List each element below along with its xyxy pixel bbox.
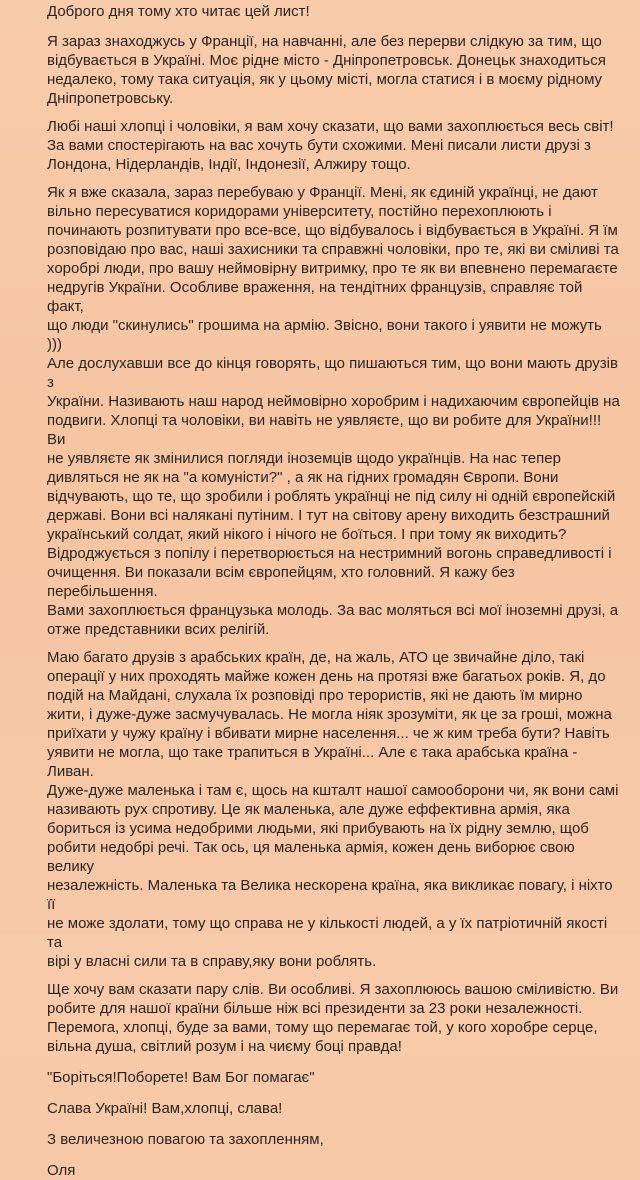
paragraph-arab-friends: Маю багато друзів з арабських країн, де, на жаль, АТО це звичайне діло, такі операції у них проходять майже кожен день на протязі вже багатьох років. Я, до подій на Майдані, слухала їх розповіді про терористів, які не дають їм мирно жити, і дуже-дуже засмучувалась. Не могла ніяк зрозуміти, як це за гроші, можна приїхати у чужу країну і вбивати мирне населення... че ж ким треба бути? Навіть уявити не могла, що таке трапиться в Україні... Але є така арабська країна - Ливан. Дуже-дуже маленька і там є, щось на кшталт нашої самооборони чи, як вони самі називають рух спротиву. Це як маленька, але дуже еффективна армія, яка бориться із усима недобрими людьми, які прибувають на їх рідну землю, щоб робити недобрі речі. Так ось, ця маленька армія, кожен день виборює свою велику незалежність. Маленька та Велика нескорена країна, яка викликає повагу, і ніхто її не може здолати, тому що справа не у кількості людей, а у їх патріотичній якості та вірі у власні сили та в справу,яку вони роблять.	[47, 649, 619, 970]
letter-greeting: Доброго дня тому хто читає цей лист!	[47, 3, 310, 20]
letter-regards: З величезною повагою та захопленням,	[47, 1131, 324, 1148]
letter-slogan: "Боріться!Поборете! Вам Бог помагає"	[47, 1069, 315, 1086]
paragraph-location: Я зараз знаходжусь у Франції, на навчанні, але без перерви слідкую за тим, що відбувається в Україні. Моє рідне місто - Дніпропетровськ. Донецьк знаходиться недалеко, тому така ситуація, як у цьому місті, могла статися і в моєму рідному Дніпропетровську.	[47, 33, 606, 107]
letter-glory: Слава Україні! Вам,хлопці, слава!	[47, 1100, 283, 1117]
paragraph-france: Як я вже сказала, зараз перебуваю у Франції. Мені, як єдиній українці, не дают вільно пересуватися коридорами університету, постійно перехоплюють і починають розпитувати про все-все, що відбувалось і відбувається в Україні. Я їм розповідаю про вас, наші захисники та справжні чоловіки, про те, які ви сміливі та хоробрі люди, про вашу неймовірну витримку, про те як ви впевнено перемагаєте недругів України. Особливе враження, на тендітних французів, справляє той факт, що люди "скинулись" грошима на армію. Звісно, вони такого і уявити не можуть ))) Але дослухавши все до кінця говорять, що пишаються тим, що вони мають друзів з України. Називають наш народ неймовірно хоробрим і надихаючим європейців на подвиги. Хлопці та чоловіки, ви навіть не уявляєте, що ви робите для України!!! Ви не уявляєте як змінилися погляди іноземців щодо українців. На нас тепер дивляться не як на "а комуністи?" , а як на гідних громадян Європи. Вони відчувають, що те, що зробили і роблять українці не під силу ні одній європейскій державі. Вони всі налякані путіним. І тут на світову арену виходить безстрашний український солдат, який нікого і нічого не боїться. І при тому як виходить? Відроджується з попілу і перетворюється на нестримний вогонь справедливості і очищення. Ви показали всім європейцям, хто головний. Я кажу без перебільшення. Вами захоплюється французька молодь. За вас моляться всі мої іноземні друзі, а отже представники всих релігій.	[47, 184, 620, 638]
paragraph-closing-words: Ще хочу вам сказати пару слів. Ви особливі. Я захоплююсь вашою сміливістю. Ви робите для нашої країни більше ніж всі президенти за 23 роки незалежності. Перемога, хлопці, буде за вами, тому що перемагає той, у кого хоробре серце, вільна душа, світлий розум і на чиєму боці правда!	[47, 981, 619, 1055]
paragraph-admiration: Любі наші хлопці і чоловіки, я вам хочу сказати, що вами захоплюється весь світ! За вами спостерігають на вас хочуть бути схожими. Мені писали листи друзі з Лондона, Нідерландів, Індії, Індонезії, Алжиру тощо.	[47, 118, 614, 173]
letter-signature: Оля	[47, 1162, 76, 1179]
